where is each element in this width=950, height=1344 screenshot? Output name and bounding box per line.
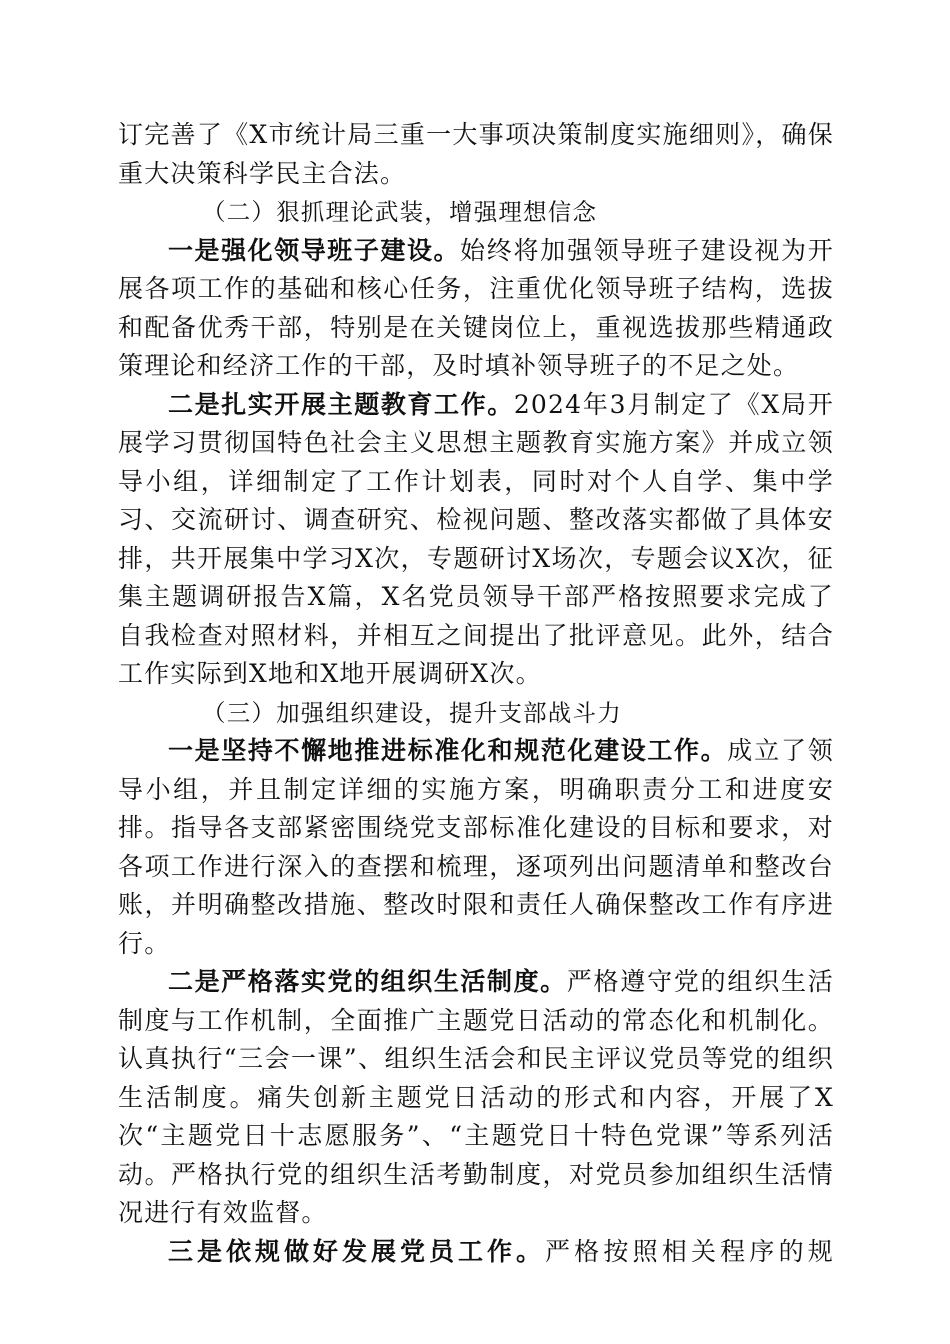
- paragraph-text: 严格遵守党的组织生活制度与工作机制，全面推广主题党日活动的常态化和机制化。认真执行“三会一课”、组织生活会和民主评议党员等党的组织生活制度。痛失创新主题党日活动的形式和内容，开展了X次“主题党日十志愿服务”、“主题党日十特色党课”等系列活动。严格执行党的组织生活考勤制度，对党员参加组织生活情况进行有效监督。: [118, 967, 834, 1227]
- section-heading-3: [118, 694, 834, 733]
- paragraph-text: 2024年3月制定了《X局开展学习贯彻国特色社会主义思想主题教育实施方案》并成立领导小组，详细制定了工作计划表，同时对个人自学、集中学习、交流研讨、调查研究、检视问题、整改落实都做了具体安排，共开展集中学习X次，专题研讨X场次，专题会议X次，征集主题调研报告X篇，X名党员领导干部严格按照要求完成了自我检查对照材料，并相互之间提出了批评意见。此外，结合工作实际到X地和X地开展调研X次。: [118, 389, 834, 688]
- paragraph-standardization: [118, 732, 834, 963]
- paragraph-lead: 一是坚持不懈地推进标准化和规范化建设工作。: [168, 736, 728, 765]
- document-page: [118, 116, 834, 1271]
- paragraph-continuation: [118, 116, 834, 193]
- paragraph-lead: 二是扎实开展主题教育工作。: [168, 389, 514, 419]
- section-heading-2: [118, 193, 834, 232]
- paragraph-organization-life: [118, 963, 834, 1233]
- section-heading-text: （二）狠抓理论武装，增强理想信念: [202, 198, 598, 226]
- paragraph-text: 成立了领导小组，并且制定详细的实施方案，明确职责分工和进度安排。指导各支部紧密围绕党支部标准化建设的目标和要求，对各项工作进行深入的查摆和梳理，逐项列出问题清单和整改台账，并明确整改措施、整改时限和责任人确保整改工作有序进行。: [118, 736, 834, 958]
- paragraph-party-member-development: [118, 1233, 834, 1272]
- paragraph-text: 始终将加强领导班子建设视为开展各项工作的基础和核心任务，注重优化领导班子结构，选拔和配备优秀干部，特别是在关键岗位上，重视选拔那些精通政策理论和经济工作的干部，及时填补领导班子的不足之处。: [118, 235, 834, 380]
- paragraph-theme-education: [118, 386, 834, 694]
- section-heading-text: （三）加强组织建设，提升支部战斗力: [202, 698, 622, 727]
- paragraph-text: 严格按照相关程序的规: [544, 1236, 834, 1266]
- paragraph-lead: 一是强化领导班子建设。: [168, 235, 461, 265]
- paragraph-lead: 二是严格落实党的组织生活制度。: [168, 967, 567, 996]
- paragraph-lead: 三是依规做好发展党员工作。: [168, 1236, 545, 1266]
- paragraph-leadership-building: [118, 232, 834, 386]
- paragraph-text: 订完善了《X市统计局三重一大事项决策制度实施细则》，确保重大决策科学民主合法。: [118, 120, 834, 188]
